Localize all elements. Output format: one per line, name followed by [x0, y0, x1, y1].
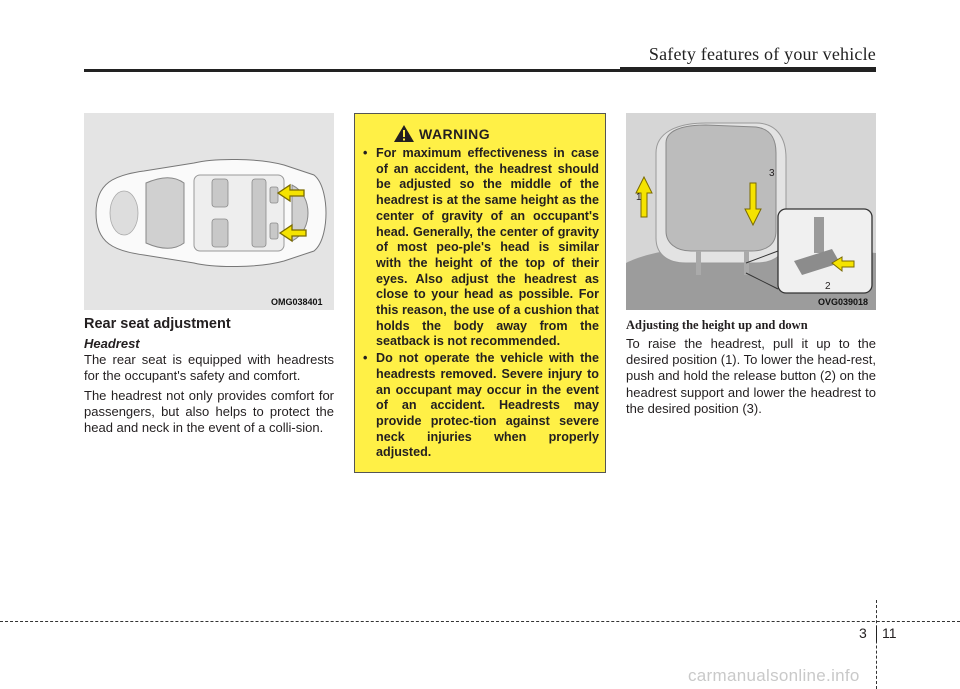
left-paragraph-2: The headrest not only provides comfort for passengers, but also helps to protect the head and neck in the event of a colli-sion.: [84, 388, 334, 436]
warning-triangle-icon: [393, 124, 415, 143]
subheading: Headrest: [84, 336, 140, 351]
watermark: carmanualsonline.info: [688, 666, 860, 685]
image-code: OVG039018: [818, 297, 869, 307]
warning-box: [354, 113, 606, 473]
callout-2: 2: [825, 281, 831, 292]
right-heading: Adjusting the height up and down: [626, 318, 808, 332]
chapter-number: 3: [859, 625, 867, 641]
right-paragraph: To raise the headrest, pull it up to the desired position (1). To lower the head-rest, push and hold the release button (2) on the headrest support and lower the headrest to the desired position (3).: [626, 336, 876, 416]
header-rule-accent: [620, 67, 876, 72]
car-top-view-image: [84, 113, 334, 310]
footer-vertical-rule: [876, 600, 877, 689]
section-heading: Rear seat adjustment: [84, 316, 231, 332]
image-code: OMG038401: [271, 297, 323, 307]
warning-title: WARNING: [419, 126, 491, 142]
header-title: Safety features of your vehicle: [648, 44, 876, 64]
page-separator: [876, 626, 877, 642]
footer-rule: [0, 621, 960, 622]
callout-1: 1: [636, 192, 642, 203]
left-paragraph-1: The rear seat is equipped with headrests for the occupant's safety and comfort.: [84, 352, 334, 384]
warning-list: [363, 146, 599, 462]
page-number: 11: [882, 625, 897, 641]
warning-item: • For maximum effectiveness in case of an accident, the headrest should be adjusted so the middle of the headrest is at the same height as the center of gravity of an occupant's head. Generally, the center of gravity of most peo-ple's head is similar with the height of the top of their eyes. Also adjust the headrest as close to your head as possible. For this reason, the use of a cushion that holds the body away from the seatback is not recommended.: [363, 146, 599, 349]
headrest-image: [626, 113, 876, 310]
callout-3: 3: [769, 168, 775, 179]
warning-item: • Do not operate the vehicle with the headrests removed. Severe injury to an occupant may occur in the event of an accident. Headrests may provide protec-tion against severe neck injuries when properly adjusted.: [363, 351, 599, 460]
